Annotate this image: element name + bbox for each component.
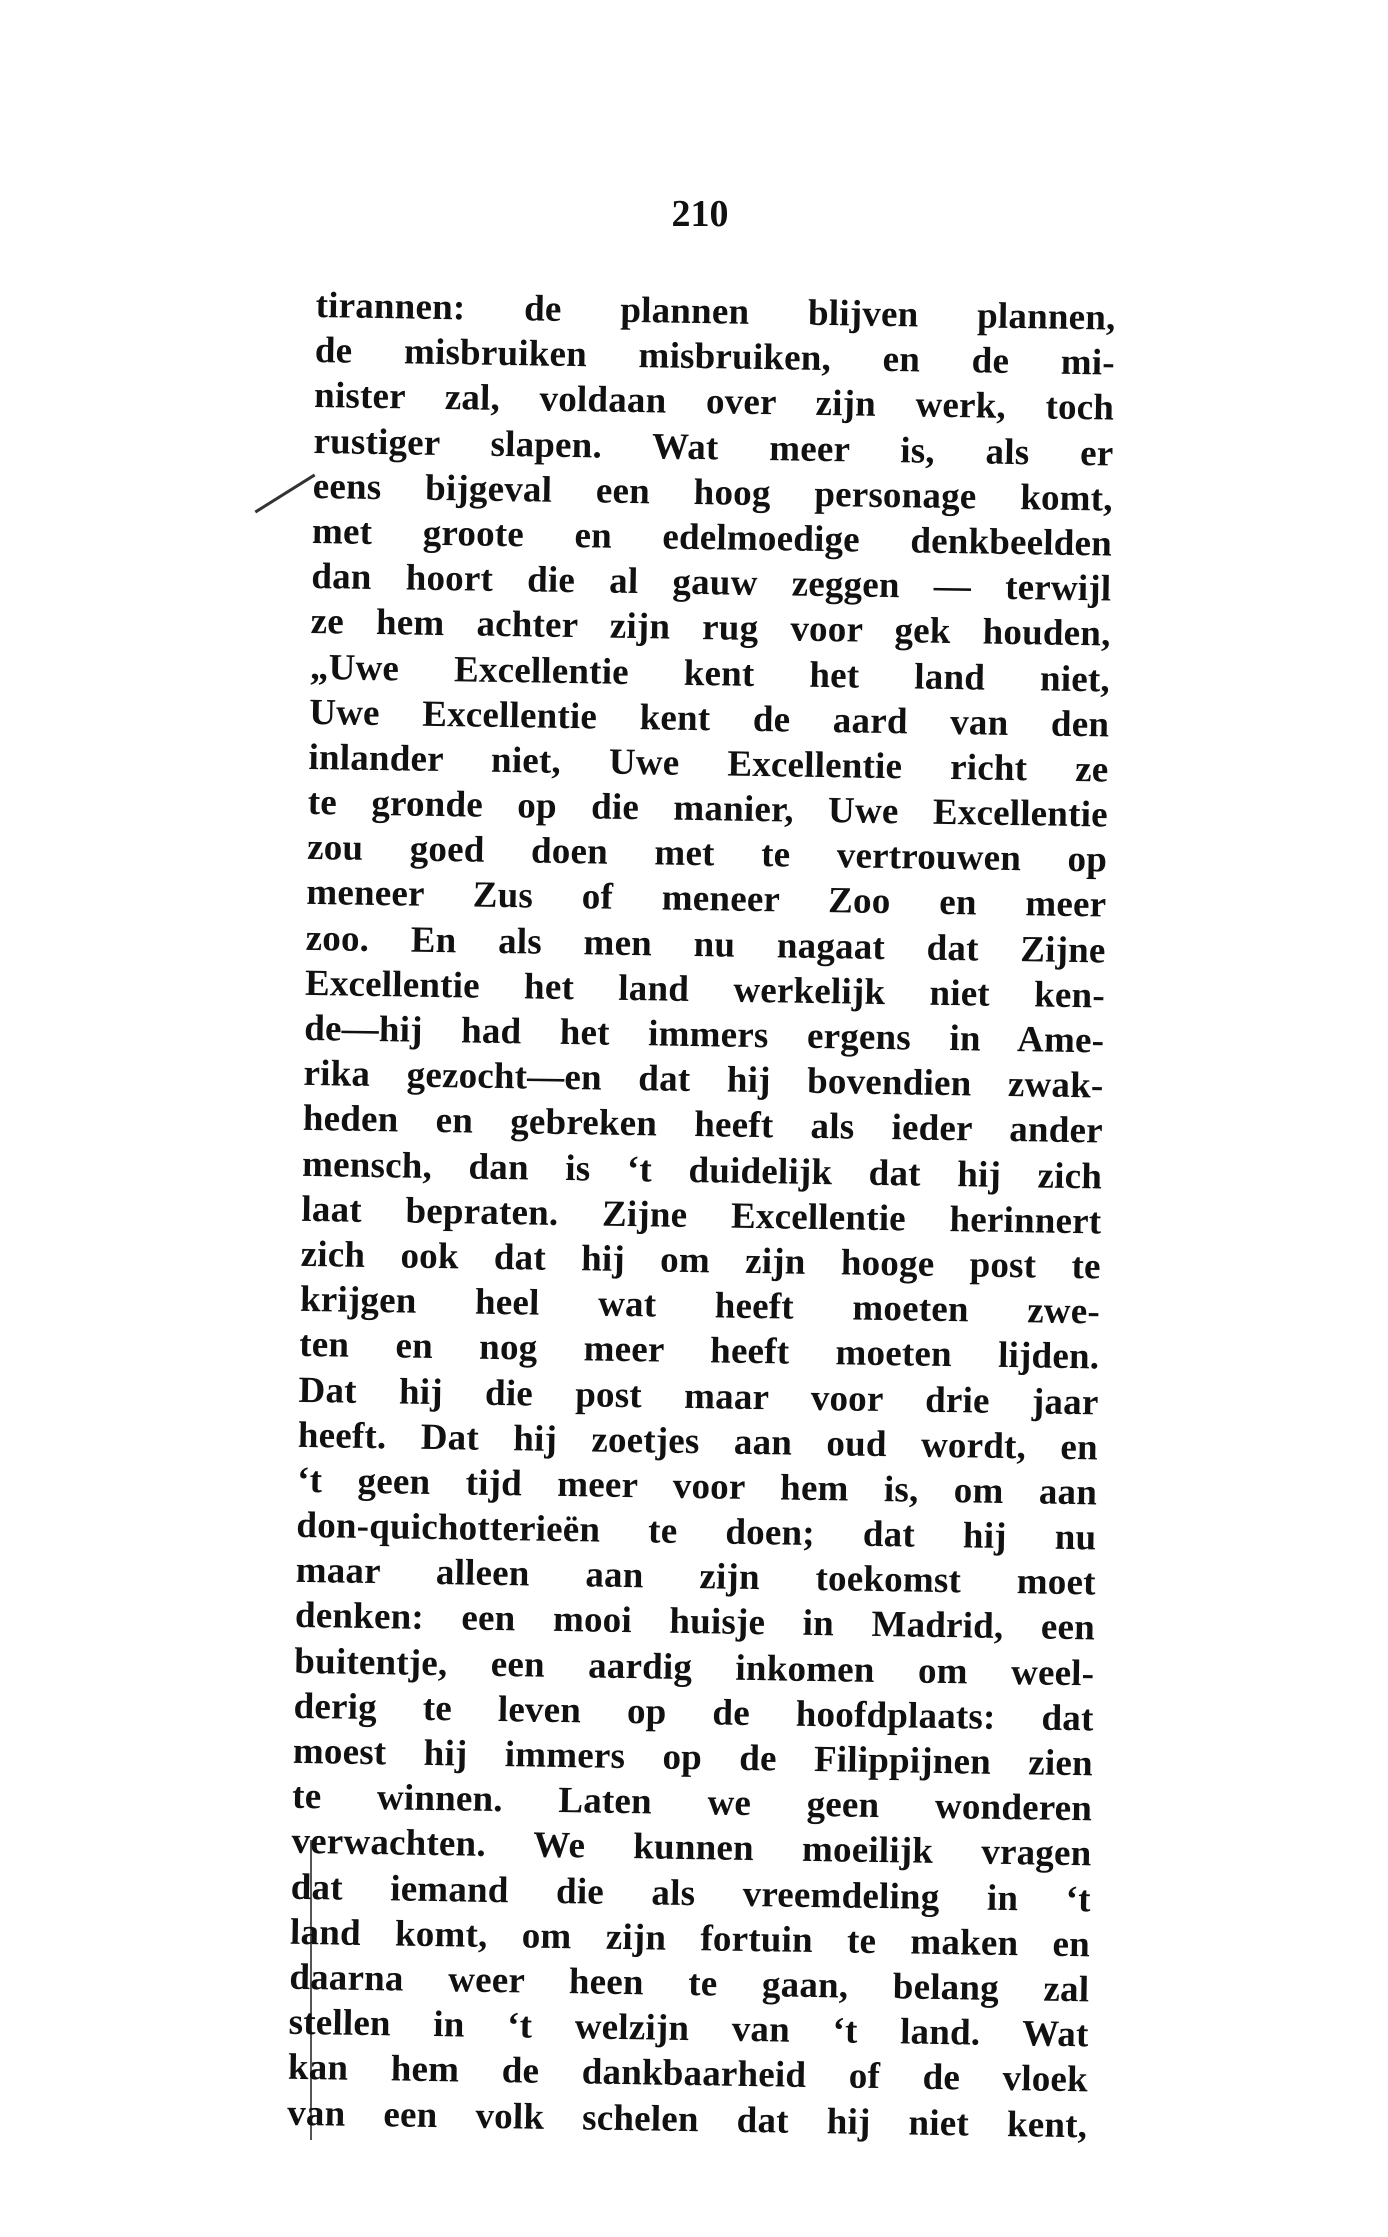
text-line: van een volk schelen dat hij niet kent, [286,2092,1088,2146]
text-line: dan hoort die al gauw zeggen — terwijl [311,556,1112,610]
text-line: zich ook dat hij om zijn hooge post te [300,1233,1101,1288]
text-line: ten en nog meer heeft moeten lijden. [298,1324,1100,1378]
text-line: rustiger slapen. Wat meer is, als er [313,420,1114,475]
text-line: daarna weer heen te gaan, belang zal [289,1956,1090,2011]
text-line: meneer Zus of meneer Zoo en meer [306,872,1107,926]
pen-annotation-mark [255,474,316,514]
text-line: inlander niet, Uwe Excellentie richt ze [308,736,1109,791]
text-line: zoo. En als men nu nagaat dat Zijne [305,917,1106,972]
text-line: te winnen. Laten we geen wonderen [291,1776,1093,1830]
text-line: don-quichotterieën te doen; dat hij nu [296,1504,1097,1559]
text-line: ‘t geen tijd meer voor hem is, om aan [296,1459,1098,1514]
text-line: moest hij immers op de Filippijnen zien [292,1730,1094,1785]
text-line: zou goed doen met te vertrouwen op [306,827,1108,881]
text-line: stellen in ‘t welzijn van ‘t land. Wat [288,2001,1089,2056]
text-line: ze hem achter zijn rug voor gek houden, [310,601,1111,655]
text-line: Dat hij die post maar voor drie jaar [298,1369,1099,1423]
text-line: eens bijgeval een hoog personage komt, [312,465,1114,520]
text-line: met groote en edelmoedige denkbeelden [311,510,1113,565]
text-line: derig te leven op de hoofdplaats: dat [293,1685,1094,1740]
text-line: tirannen: de plannen blijven plannen, [315,284,1116,339]
text-line: denken: een mooi huisje in Madrid, een [294,1595,1096,1649]
text-line: rika gezocht—en dat hij bovendien zwak- [303,1053,1104,1107]
text-line: de misbruiken misbruiken, en de mi- [314,330,1116,384]
text-line: de—hij had het immers ergens in Ame- [303,1007,1105,1062]
body-text [287,283,1116,2148]
text-line: krijgen heel wat heeft moeten zwe- [299,1279,1101,1333]
text-line: nister zal, voldaan over zijn werk, toch [313,375,1115,429]
text-line: verwachten. We kunnen moeilijk vragen [291,1821,1092,1875]
text-line: heeft. Dat hij zoetjes aan oud wordt, en [297,1414,1099,1469]
text-line: kan hem de dankbaarheid of de vloek [287,2047,1089,2101]
text-line: Excellentie het land werkelijk niet ken- [304,962,1106,1017]
text-line: „Uwe Excellentie kent het land niet, [309,646,1111,701]
text-line: mensch, dan is ‘t duidelijk dat hij zich [301,1143,1103,1198]
text-line: te gronde op die manier, Uwe Excellentie [307,782,1109,836]
text-line: maar alleen aan zijn toekomst moet [295,1550,1096,1604]
text-line: heden en gebreken heeft als ieder ander [302,1098,1104,1152]
text-line: buitentje, een aardig inkomen om weel- [294,1640,1095,1695]
page-number: 210 [671,193,729,235]
text-line: land komt, om zijn fortuin te maken en [289,1911,1091,1966]
text-line: Uwe Excellentie kent de aard van den [308,691,1110,746]
text-line: dat iemand die als vreemdeling in ‘t [290,1866,1092,1920]
text-line: laat bepraten. Zijne Excellentie herinnert [301,1188,1102,1243]
